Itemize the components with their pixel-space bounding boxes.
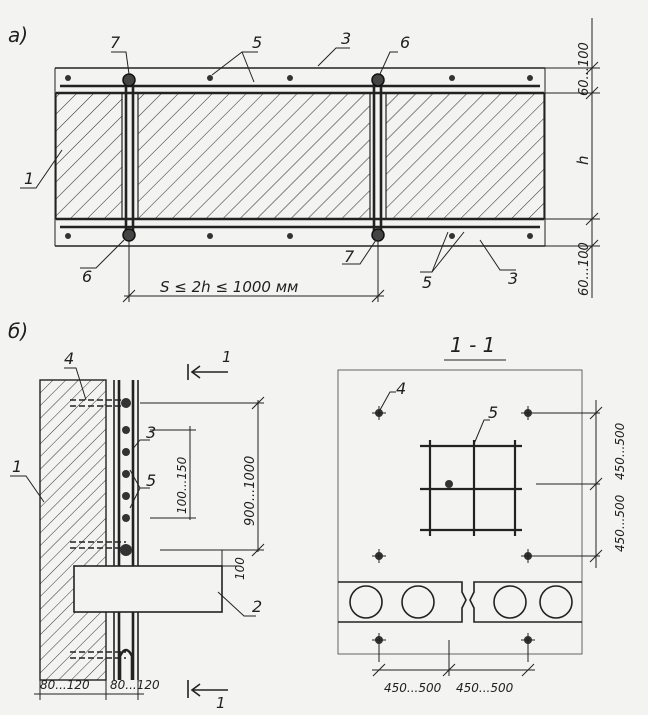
tie-left — [123, 74, 135, 241]
callout-3-b: 3 — [146, 423, 157, 442]
callout-4-s: 4 — [396, 379, 407, 398]
dim-top-cover: 60...100 — [577, 42, 592, 96]
callout-4-b: 4 — [64, 349, 75, 368]
dim-bottom-cover: 60...100 — [577, 242, 592, 296]
dim-vertical-bottom: 450...500 — [613, 494, 627, 552]
figure-a — [8, 18, 600, 302]
section-mark-top: 1 — [222, 348, 232, 366]
wall-block-right — [386, 93, 544, 219]
wall-block-middle — [138, 93, 370, 219]
figure-b-label: б) — [8, 319, 29, 343]
tie-right — [372, 74, 384, 241]
hollow-core-slab — [338, 582, 582, 622]
dim-edge: 100 — [233, 557, 247, 580]
section-mark-bottom: 1 — [216, 694, 226, 712]
dim-wall-thk: 80...120 — [40, 678, 90, 692]
dim-layer-thk: 80...120 — [110, 678, 160, 692]
callout-5-s: 5 — [488, 403, 499, 422]
dim-vertical-top: 450...500 — [613, 422, 627, 480]
section-1-1 — [338, 333, 627, 695]
dim-horizontal-right: 450...500 — [456, 681, 514, 695]
callout-6-top: 6 — [400, 33, 411, 52]
anchor-points — [375, 409, 532, 644]
dim-horizontal-left: 450...500 — [384, 681, 442, 695]
floor-slab — [74, 566, 222, 612]
callout-1: 1 — [24, 169, 35, 188]
callout-2-b: 2 — [252, 597, 263, 616]
figure-b — [8, 319, 264, 712]
callout-5-bottom: 5 — [422, 273, 433, 292]
dim-spacing: S ≤ 2h ≤ 1000 мм — [160, 278, 299, 296]
callout-7-top: 7 — [110, 33, 121, 52]
callout-5-top: 5 — [252, 33, 263, 52]
callout-3-top: 3 — [341, 29, 352, 48]
callout-7-bottom: 7 — [344, 247, 355, 266]
callout-1-b: 1 — [12, 457, 23, 476]
dim-bar-step: 100...150 — [175, 456, 189, 514]
wall-block-left — [56, 93, 122, 219]
dim-anchor-step: 900...1000 — [243, 455, 258, 526]
figure-a-label: а) — [8, 23, 29, 47]
callout-6-bottom: 6 — [82, 267, 93, 286]
dim-height-h: h — [574, 155, 592, 165]
callout-3-bottom: 3 — [508, 269, 519, 288]
mesh — [420, 440, 522, 536]
section-title: 1 - 1 — [450, 333, 496, 357]
wall-hatched — [40, 380, 106, 680]
callout-5-b: 5 — [146, 471, 157, 490]
